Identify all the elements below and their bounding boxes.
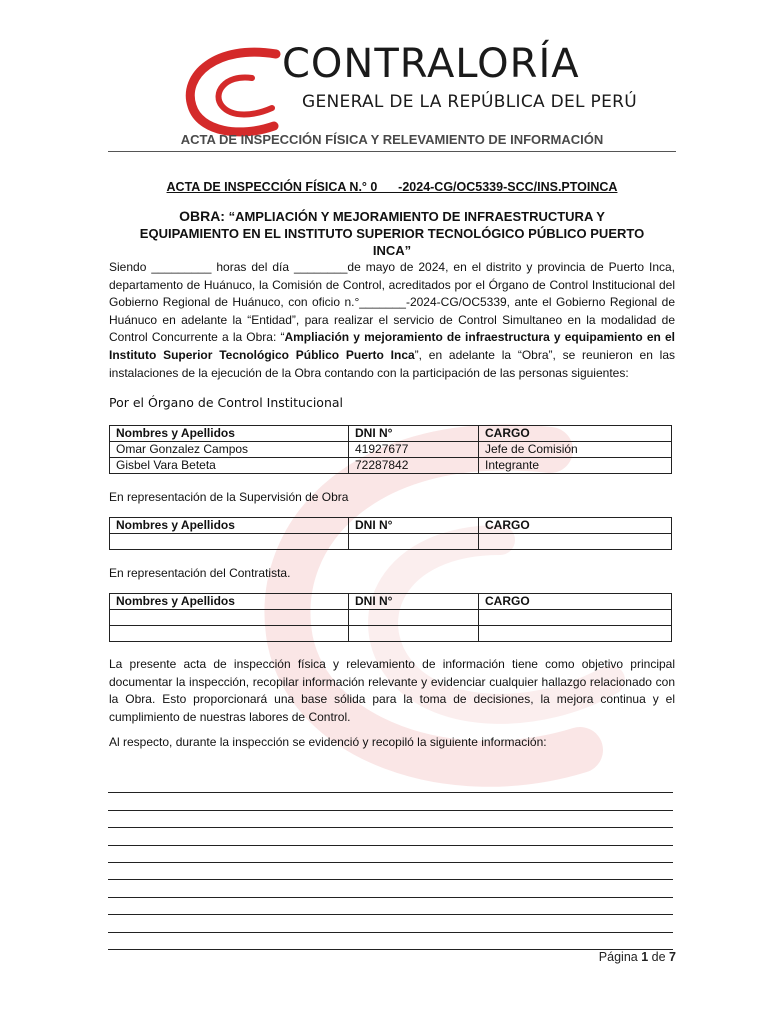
page-label: Página	[598, 950, 638, 964]
table-header-row	[110, 518, 672, 534]
header-name: Nombres y Apellidos	[110, 594, 349, 610]
section-supervision-label: En representación de la Supervisión de Obra	[109, 490, 349, 504]
obra-name: “AMPLIACIÓN Y MEJORAMIENTO DE INFRAESTRUCTURA Y EQUIPAMIENTO EN EL INSTITUTO SUPERIOR TECNOLÓGICO PÚBLICO PUERTO INCA”	[139, 209, 645, 258]
cell-cargo: Jefe de Comisión	[479, 442, 672, 458]
obra-title	[128, 208, 656, 259]
blank-line	[108, 880, 673, 897]
blank-line	[108, 793, 673, 810]
intro-text-2: ”, en adelante la “Obra”, se reunieron en las instalaciones de la ejecución de la Obra contando con la participación de las personas siguientes:	[109, 347, 675, 380]
section-oci-label: Por el Órgano de Control Institucional	[109, 395, 344, 410]
blank-writing-lines	[108, 776, 673, 950]
contratista-table	[109, 593, 672, 642]
respect-paragraph: Al respecto, durante la inspección se evidenció y recopiló la siguiente información:	[109, 735, 547, 749]
blank-line	[108, 933, 673, 950]
cell-empty	[479, 626, 672, 642]
logo-subtitle: GENERAL DE LA REPÚBLICA DEL PERÚ	[302, 92, 637, 112]
cell-name: Omar Gonzalez Campos	[110, 442, 349, 458]
acta-number	[108, 180, 676, 194]
blank-line	[108, 828, 673, 845]
table-row	[110, 534, 672, 550]
blank-line	[108, 811, 673, 828]
blank-line	[108, 915, 673, 932]
table-header-row	[110, 426, 672, 442]
blank-line	[108, 846, 673, 863]
header-cargo: CARGO	[479, 518, 672, 534]
objective-paragraph: La presente acta de inspección física y relevamiento de información tiene como objetivo principal documentar la inspección, recopilar información relevante y evidenciar cualquier hallazgo relacionado con la Obra. Esto proporcionará una base sólida para la toma de decisiones, la mejora continua y el cumplimiento de nuestras labores de Control.	[109, 657, 675, 724]
cell-cargo: Integrante	[479, 458, 672, 474]
table-row	[110, 442, 672, 458]
cell-empty	[349, 610, 479, 626]
header-dni: DNI N°	[349, 518, 479, 534]
blank-line	[108, 776, 673, 793]
blank-line	[108, 898, 673, 915]
header-name: Nombres y Apellidos	[110, 518, 349, 534]
cell-dni: 41927677	[349, 442, 479, 458]
page-current: 1	[641, 950, 649, 964]
contraloria-logo-icon	[176, 40, 286, 140]
cell-dni: 72287842	[349, 458, 479, 474]
table-row	[110, 458, 672, 474]
table-row	[110, 626, 672, 642]
header-dni: DNI N°	[349, 594, 479, 610]
page-number	[599, 950, 676, 964]
intro-paragraph	[109, 259, 675, 382]
blank-line	[108, 863, 673, 880]
page-of: de	[651, 950, 666, 964]
table-header-row	[110, 594, 672, 610]
table-row	[110, 610, 672, 626]
document-type-header: ACTA DE INSPECCIÓN FÍSICA Y RELEVAMIENTO DE INFORMACIÓN	[108, 132, 676, 152]
cell-empty	[110, 534, 349, 550]
header-dni: DNI N°	[349, 426, 479, 442]
cell-name: Gisbel Vara Beteta	[110, 458, 349, 474]
header-cargo: CARGO	[479, 594, 672, 610]
intro-bold-obra: Ampliación y mejoramiento de infraestructura y equipamiento en el Instituto Superior Tecnológico Público Puerto Inca	[109, 330, 675, 362]
header-cargo: CARGO	[479, 426, 672, 442]
supervision-table	[109, 517, 672, 550]
header-name: Nombres y Apellidos	[110, 426, 349, 442]
oci-table	[109, 425, 672, 474]
intro-text-1: Siendo _________ horas del día ________de mayo de 2024, en el distrito y provincia de Puerto Inca, departamento de Huánuco, la Comisión de Control, acreditados por el Órgano de Control Institucional del Gobierno Regional de Huánuco, con oficio n.°_______-2024-CG/OC5339, ante el Gobierno Regional de Huánuco en adelante la “Entidad”, para realizar el servicio de Control Simultaneo en la modalidad de Control Concurrente a la Obra: “	[109, 260, 675, 345]
cell-empty	[110, 626, 349, 642]
acta-number-text: ACTA DE INSPECCIÓN FÍSICA N.° 0 -2024-CG/OC5339-SCC/INS.PTOINCA	[166, 180, 618, 194]
cell-empty	[479, 534, 672, 550]
page-total: 7	[669, 950, 676, 964]
logo-title: CONTRALORÍA	[282, 41, 580, 87]
cell-empty	[479, 610, 672, 626]
cell-empty	[110, 610, 349, 626]
cell-empty	[349, 534, 479, 550]
section-contratista-label: En representación del Contratista.	[109, 566, 291, 580]
cell-empty	[349, 626, 479, 642]
obra-label: OBRA:	[179, 208, 225, 224]
